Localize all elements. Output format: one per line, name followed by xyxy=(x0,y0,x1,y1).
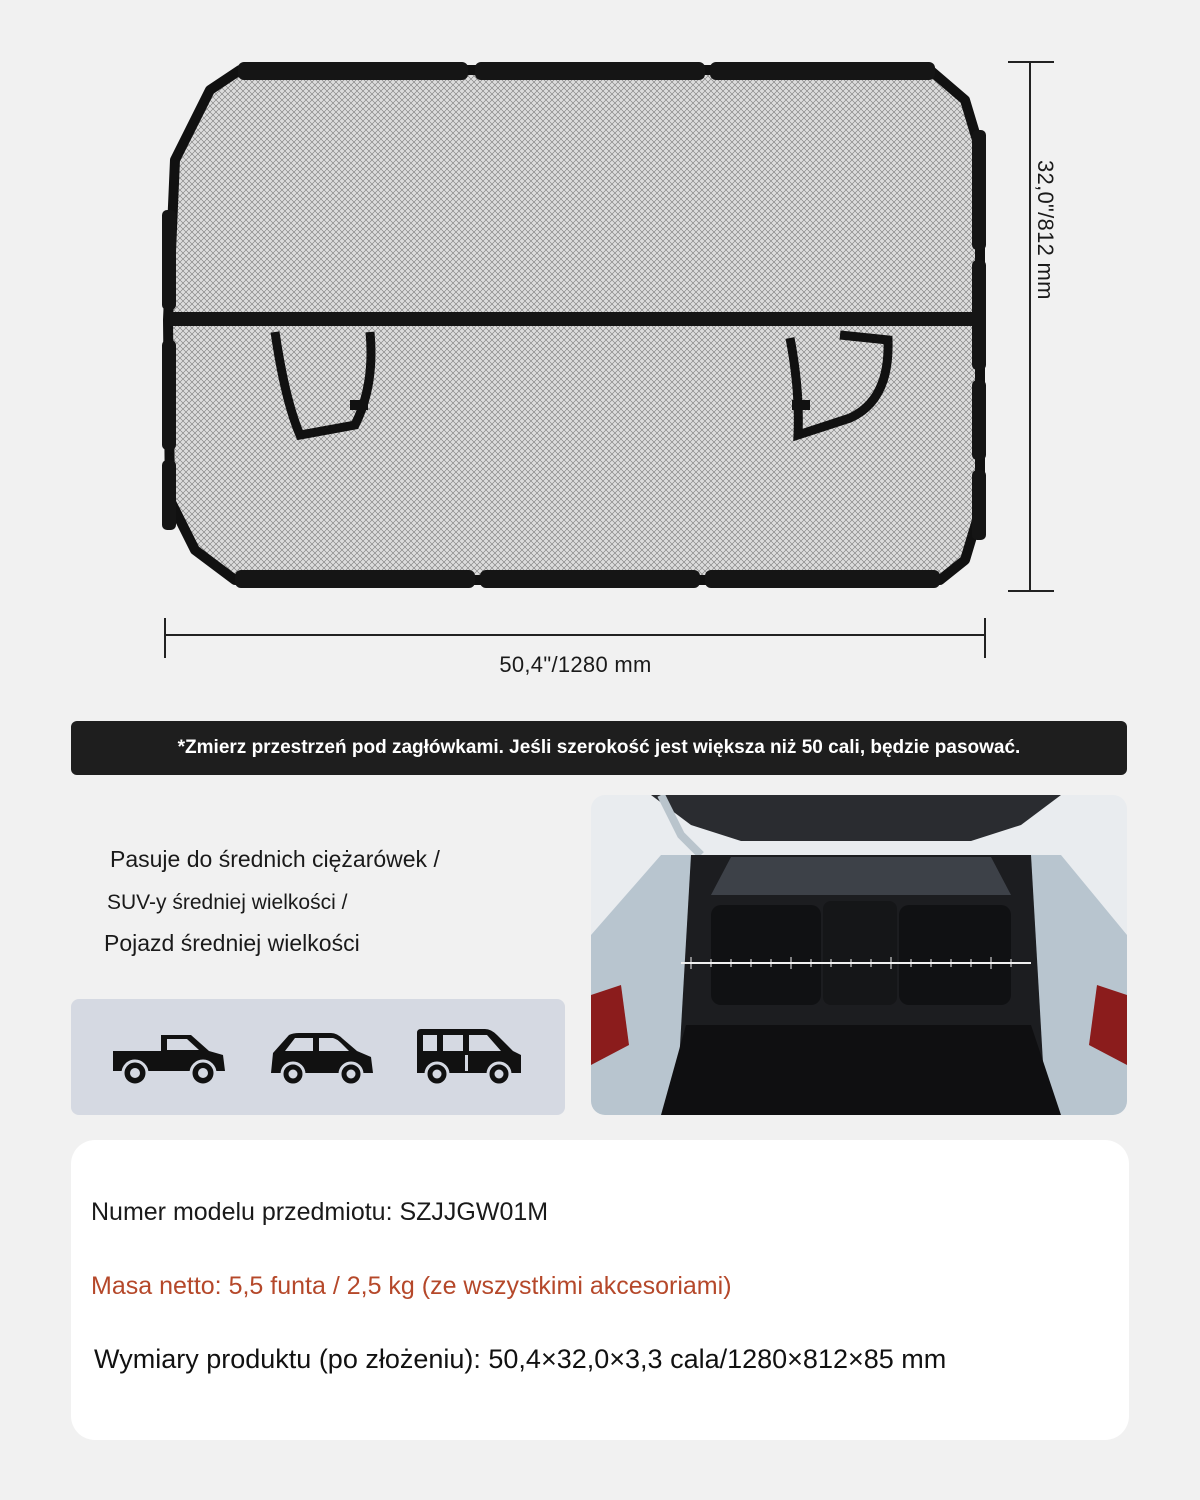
pickup-truck-icon xyxy=(109,1021,229,1089)
car-trunk-photo xyxy=(591,795,1127,1115)
fit-line-trucks: Pasuje do średnich ciężarówek / xyxy=(110,846,440,872)
cargo-net-image xyxy=(150,40,1010,620)
fit-line-suvs: SUV-y średniej wielkości / xyxy=(107,891,348,914)
height-label: 32,0"/812 mm xyxy=(1033,160,1058,300)
height-tick-bottom xyxy=(1008,590,1054,592)
fit-line-vehicles: Pojazd średniej wielkości xyxy=(104,930,360,956)
model-number: Numer modelu przedmiotu: SZJJGW01M xyxy=(91,1198,549,1226)
product-dimensions: Wymiary produktu (po złożeniu): 50,4×32,0×3,3 cala/1280×812×85 mm xyxy=(94,1344,947,1374)
van-icon xyxy=(413,1021,525,1089)
height-tick-top xyxy=(1008,61,1054,63)
vehicle-icon-panel xyxy=(71,999,565,1115)
measurement-note-banner: *Zmierz przestrzeń pod zagłówkami. Jeśli szerokość jest większa niż 50 cali, będzie pasować. xyxy=(71,721,1127,775)
net-weight: Masa netto: 5,5 funta / 2,5 kg (ze wszystkimi akcesoriami) xyxy=(91,1272,732,1300)
width-dimension-line xyxy=(165,634,986,636)
hatchback-car-icon xyxy=(267,1021,377,1089)
height-dimension-line xyxy=(1029,62,1031,592)
specifications-card xyxy=(71,1140,1129,1440)
width-label: 50,4"/1280 mm xyxy=(499,652,652,677)
